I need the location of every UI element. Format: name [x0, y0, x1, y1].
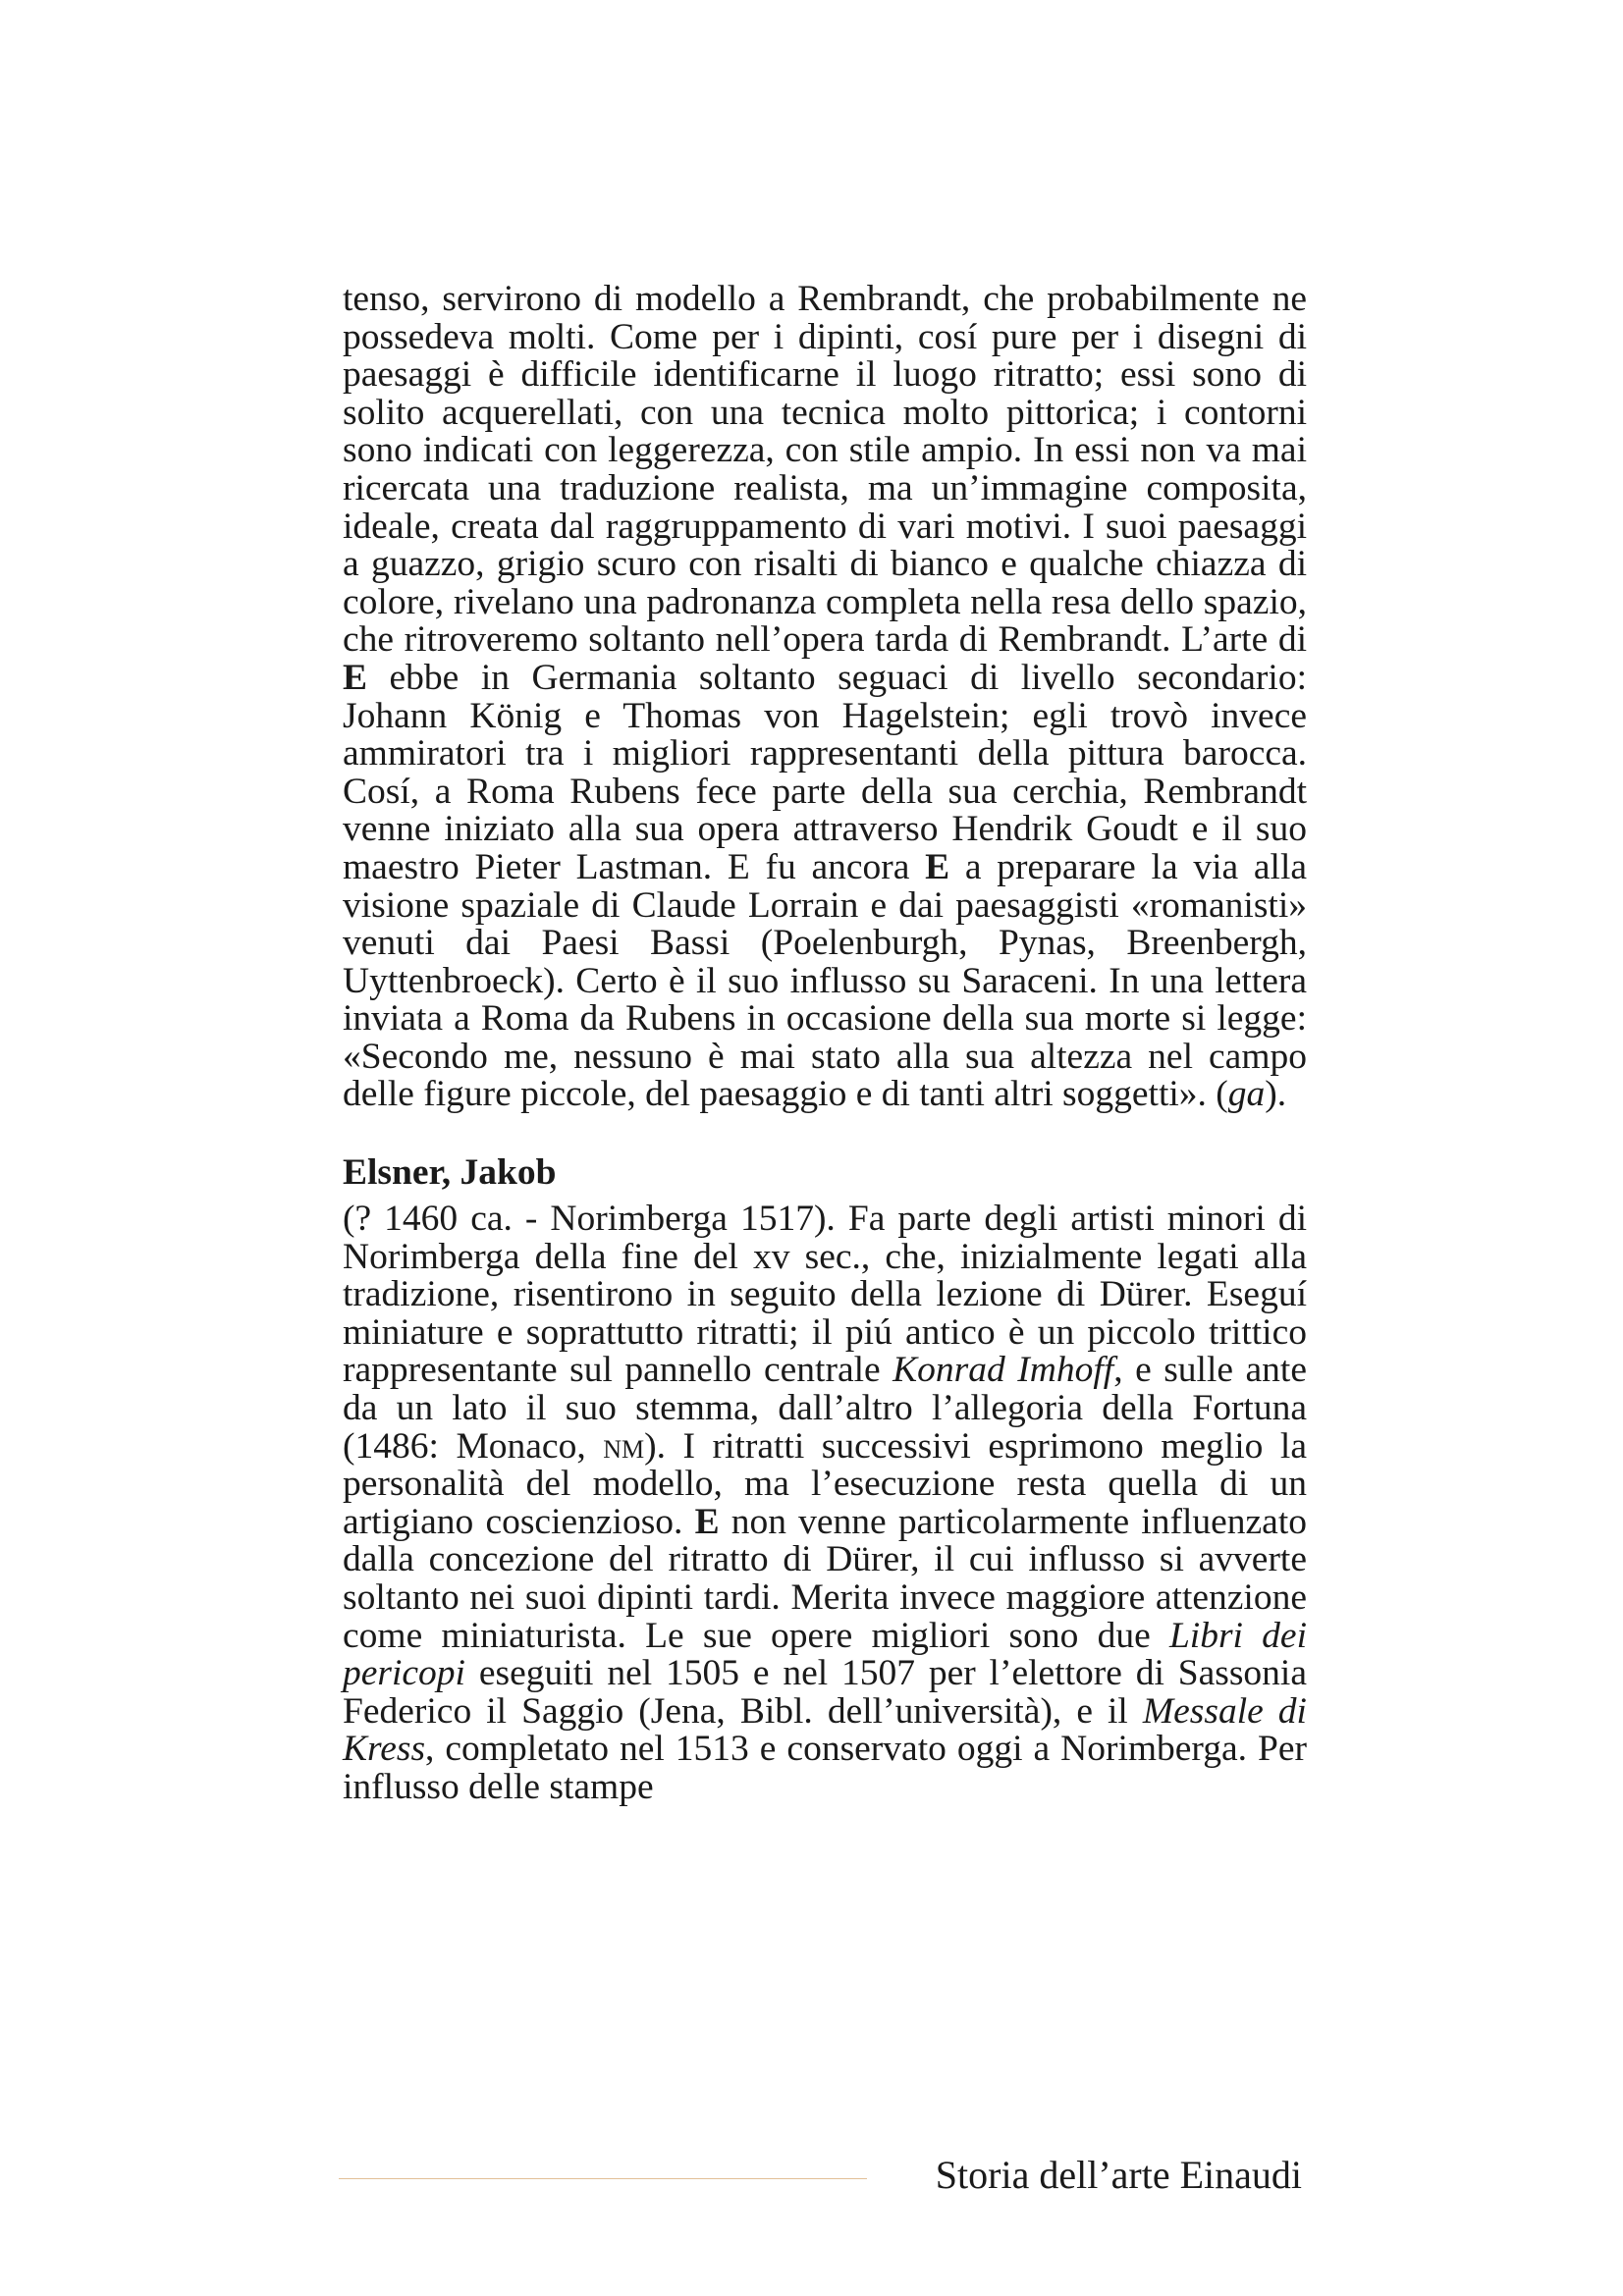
artwork-title: Libri dei pericopi — [343, 1615, 1307, 1694]
text-run: a preparare la via alla visione spaziale di Claude Lorrain e dai paesaggisti «romanisti» venuti dai Paesi Bassi (Poelenburgh, Pynas, Breenbergh, Uyttenbroeck). Certo è il suo influsso su Saraceni. In una lettera inviata a Roma da Rubens in occasione della sua morte si legge: «Secondo me, nessuno è mai stato alla sua altezza nel campo delle figure piccole, del paesaggio e di tanti altri soggetti». ( — [343, 846, 1308, 1115]
artist-initial: E — [694, 1501, 720, 1542]
entry-body-paragraph — [343, 1201, 1307, 1807]
text-run: tenso, servirono di modello a Rembrandt, che probabilmente ne possedeva molti. Come per i dipinti, cosí pure per i disegni di paesaggi è difficile identificarne il luogo ritratto; essi sono di solito acquerellati, con una tecnica molto pittorica; i contorni sono indicati con leggerezza, con stile ampio. In essi non va mai ricercata una traduzione realista, ma un’immagine composita, ideale, creata dal raggruppamento di vari motivi. I suoi paesaggi a guazzo, grigio scuro con risalti di bianco e qualche chiazza di colore, rivelano una padronanza completa nella resa dello spazio, che ritroveremo soltanto nell’opera tarda di Rembrandt. L’arte di — [343, 279, 1307, 661]
footer-publisher: Storia dell’arte Einaudi — [935, 2153, 1302, 2197]
museum-abbreviation: nm — [603, 1425, 645, 1467]
artist-initial: E — [343, 657, 368, 698]
text-run: ). I ritratti successivi esprimono meglio la personalità del modello, ma l’esecuzione resta quella di un artigiano coscienzioso. — [343, 1425, 1307, 1542]
entry-continuation-paragraph — [343, 281, 1307, 1114]
text-run: , e sulle ante da un lato il suo stemma, dall’altro l’allegoria della Fortuna (1486: Monaco, — [343, 1350, 1307, 1467]
main-text-column — [343, 281, 1307, 1807]
text-run: ebbe in Germania soltanto seguaci di livello secondario: Johann König e Thomas von Hagelstein; egli trovò invece ammiratori tra i migliori rappresentanti della pittura barocca. Cosí, a Roma Rubens fece parte della sua cerchia, Rembrandt venne iniziato alla sua opera attraverso Hendrik Goudt e il suo maestro Pieter Lastman. E fu ancora — [343, 657, 1307, 887]
text-run: (? 1460 ca. - Norimberga 1517). Fa parte degli artisti minori di Norimberga della fine del xv sec., che, inizialmente legati alla tradizione, risentirono in seguito della lezione di Dürer. Eseguí miniature e soprattutto ritratti; il piú antico è un piccolo trittico rappresentante sul pannello centrale — [343, 1199, 1307, 1391]
text-run: ). — [1265, 1074, 1287, 1115]
footer-rule — [339, 2178, 867, 2179]
artist-initial: E — [925, 846, 950, 887]
text-run: non venne particolarmente influenzato dalla concezione del ritratto di Dürer, il cui influsso si avverte soltanto nei suoi dipinti tardi. Merita invece maggiore attenzione come miniaturista. Le sue opere migliori sono due — [343, 1501, 1307, 1656]
artwork-title: Konrad Imhoff — [893, 1350, 1114, 1391]
text-run: , completato nel 1513 e conservato oggi a Norimberga. Per influsso delle stampe — [343, 1729, 1307, 1807]
text-run: eseguiti nel 1505 e nel 1507 per l’elettore di Sassonia Federico il Saggio (Jena, Bibl. dell’università), e il — [343, 1653, 1307, 1732]
artwork-title: Messale di Kress — [343, 1690, 1307, 1770]
entry-heading: Elsner, Jakob — [343, 1152, 557, 1194]
author-initials: ga — [1227, 1074, 1266, 1115]
